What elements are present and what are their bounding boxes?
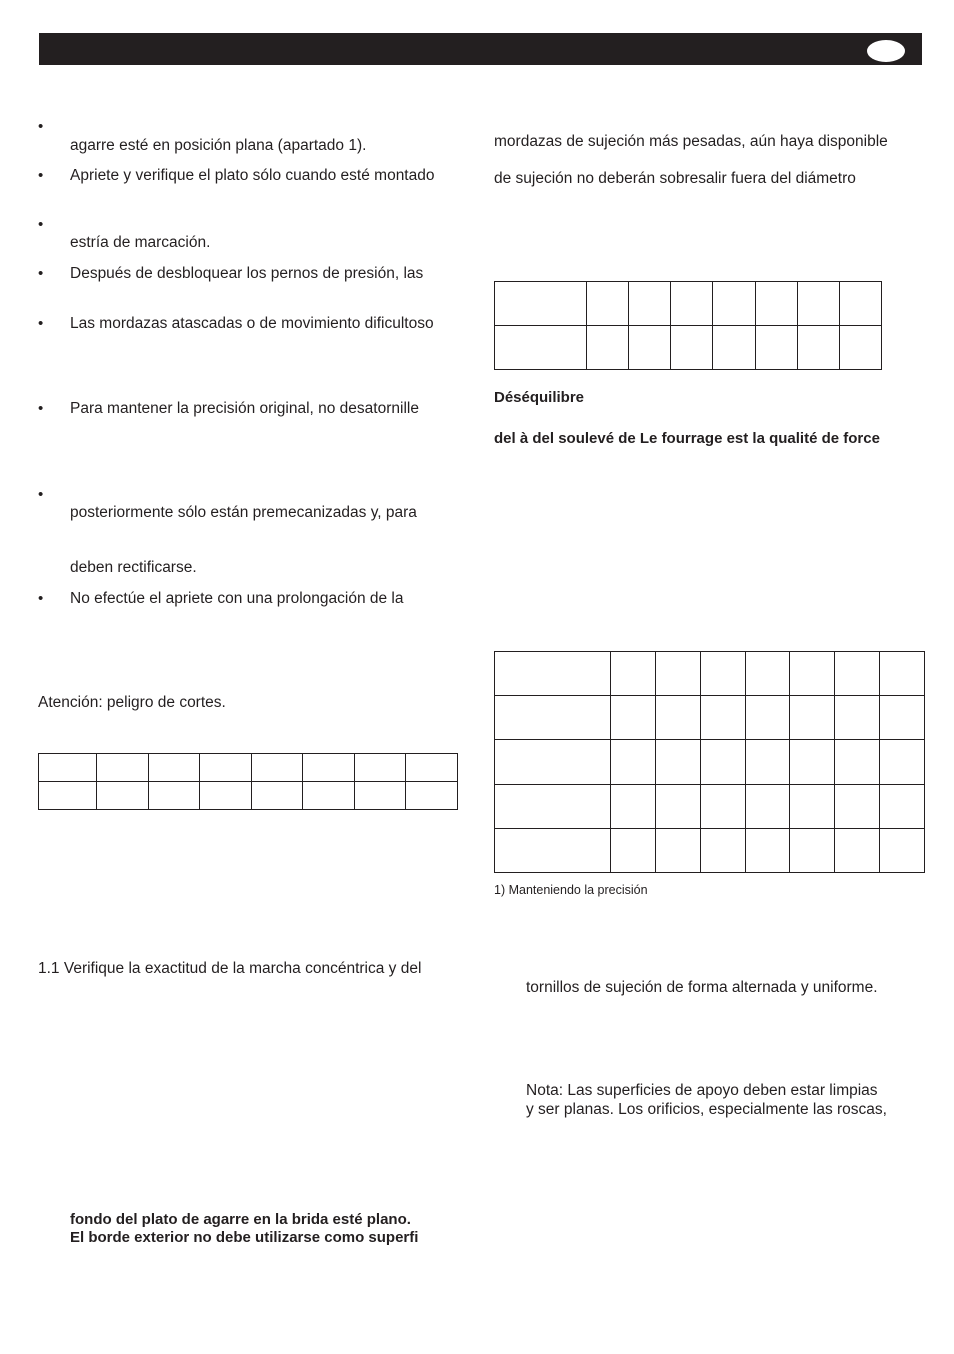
table-footnote: 1) Manteniendo la precisión <box>494 883 648 897</box>
bullet: • <box>38 486 44 503</box>
section-1-1-text: 1.1 Verifique la exactitud de la marcha concéntrica y del <box>38 960 422 977</box>
bullet: • <box>38 167 44 184</box>
heading-desequilibre: Déséquilibre <box>494 389 585 406</box>
text-line: mordazas de sujeción más pesadas, aún haya disponible <box>494 133 888 150</box>
bold-note-line: El borde exterior no debe utilizarse como superfi <box>70 1229 419 1246</box>
text-line: estría de marcación. <box>70 234 211 251</box>
bullet: • <box>38 590 44 607</box>
attention-text: Atención: peligro de cortes. <box>38 694 226 711</box>
text-line: agarre esté en posición plana (apartado 1). <box>70 137 367 154</box>
text-line: Para mantener la precisión original, no desatornille <box>70 400 419 417</box>
note-line: Nota: Las superficies de apoyo deben estar limpias <box>526 1082 878 1099</box>
left-table <box>38 753 458 810</box>
text-line: tornillos de sujeción de forma alternada y uniforme. <box>526 979 878 996</box>
text-line: deben rectificarse. <box>70 559 197 576</box>
right-table-top <box>494 281 924 370</box>
language-badge <box>867 40 905 62</box>
right-table-bottom <box>494 651 925 873</box>
bold-text-line: del à del soulevé de Le fourrage est la qualité de force <box>494 430 880 447</box>
text-line: de sujeción no deberán sobresalir fuera del diámetro <box>494 170 856 187</box>
text-line: posteriormente sólo están premecanizadas y, para <box>70 504 417 521</box>
note-line: y ser planas. Los orificios, especialmente las roscas, <box>526 1101 887 1118</box>
bullet: • <box>38 118 44 135</box>
bullet: • <box>38 216 44 233</box>
bullet: • <box>38 315 44 332</box>
bullet: • <box>38 400 44 417</box>
bold-note-line: fondo del plato de agarre en la brida esté plano. <box>70 1211 411 1228</box>
page-header-bar <box>39 33 922 65</box>
text-line: No efectúe el apriete con una prolongación de la <box>70 590 404 607</box>
text-line: Las mordazas atascadas o de movimiento dificultoso <box>70 315 434 332</box>
bullet: • <box>38 265 44 282</box>
text-line: Después de desbloquear los pernos de presión, las <box>70 265 424 282</box>
text-line: Apriete y verifique el plato sólo cuando esté montado <box>70 167 435 184</box>
